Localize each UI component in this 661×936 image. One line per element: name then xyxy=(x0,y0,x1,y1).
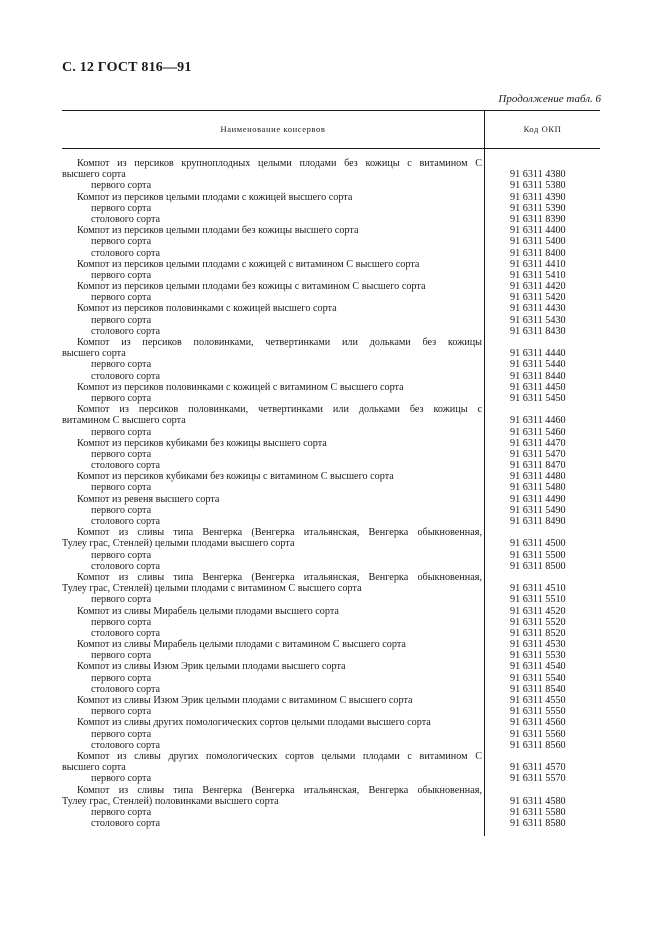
okp-code: 91 6311 4470 xyxy=(510,437,566,449)
product-name: первого сорта xyxy=(91,392,152,404)
okp-code: 91 6311 4580 xyxy=(510,795,566,807)
table-row xyxy=(62,785,600,796)
table-row xyxy=(62,538,600,549)
okp-code: 91 6311 5400 xyxy=(510,236,566,248)
okp-code: 91 6311 5550 xyxy=(510,706,566,718)
table-row xyxy=(62,628,600,639)
okp-code: 91 6311 4460 xyxy=(510,415,566,427)
product-name: Компот из персиков крупноплодных целыми плодами без кожицы с витамином С xyxy=(77,158,482,169)
okp-code: 91 6311 4570 xyxy=(510,762,566,774)
okp-code: 91 6311 4420 xyxy=(510,281,566,293)
product-name: Компот из сливы других помологических сортов целыми плодами высшего сорта xyxy=(77,717,431,729)
table-row xyxy=(62,673,600,684)
table-row xyxy=(62,326,600,337)
okp-code: 91 6311 5580 xyxy=(510,806,566,818)
product-name: Компот из сливы типа Венгерка (Венгерка итальянская, Венгерка обыкновенная, xyxy=(77,527,482,539)
product-name: первого сорта xyxy=(91,359,152,371)
okp-code: 91 6311 5520 xyxy=(510,616,566,628)
page-header: С. 12 ГОСТ 816—91 xyxy=(62,60,192,75)
table-row xyxy=(62,762,600,773)
product-name: Компот из персиков кубиками без кожицы с витамином С высшего сорта xyxy=(77,471,394,483)
product-name: Компот из сливы типа Венгерка (Венгерка итальянская, Венгерка обыкновенная, xyxy=(77,784,482,796)
product-name: первого сорта xyxy=(91,236,152,248)
table-row xyxy=(62,684,600,695)
table-row xyxy=(62,169,600,180)
table-header-rule xyxy=(62,148,600,149)
product-name: Компот из персиков целыми плодами без кожицы с витамином С высшего сорта xyxy=(77,281,426,293)
okp-code: 91 6311 8430 xyxy=(510,325,566,337)
okp-code: 91 6311 4490 xyxy=(510,493,566,505)
okp-code: 91 6311 4540 xyxy=(510,661,566,673)
product-name: Компот из персиков целыми плодами с кожицей высшего сорта xyxy=(77,191,353,203)
table-row xyxy=(62,192,600,203)
table-row xyxy=(62,348,600,359)
table-continuation-note: Продолжение табл. 6 xyxy=(498,93,601,105)
product-name: Компот из ревеня высшего сорта xyxy=(77,493,220,505)
okp-code: 91 6311 8540 xyxy=(510,683,566,695)
okp-code: 91 6311 4410 xyxy=(510,258,566,270)
product-name: первого сорта xyxy=(91,292,152,304)
product-name: Тулеу грас, Стенлей) половинками высшего сорта xyxy=(62,795,279,807)
okp-code: 91 6311 4440 xyxy=(510,348,566,360)
product-name: первого сорта xyxy=(91,806,152,818)
product-name: первого сорта xyxy=(91,650,152,662)
table-row xyxy=(62,236,600,247)
product-name: столового сорта xyxy=(91,516,161,527)
okp-code: 91 6311 5390 xyxy=(510,202,566,214)
product-name: Компот из персиков кубиками без кожицы высшего сорта xyxy=(77,437,327,449)
product-name: первого сорта xyxy=(91,594,152,606)
okp-code: 91 6311 8470 xyxy=(510,460,566,472)
product-name: столового сорта xyxy=(91,460,161,472)
table-row xyxy=(62,594,600,605)
product-name: столового сорта xyxy=(91,627,161,639)
table-row xyxy=(62,337,600,348)
table-row xyxy=(62,460,600,471)
okp-code: 91 6311 8390 xyxy=(510,213,566,225)
product-name: Компот из сливы других помологических сортов целыми плодами с витамином С xyxy=(77,750,482,762)
product-name: столового сорта xyxy=(91,247,161,259)
okp-code: 91 6311 5440 xyxy=(510,359,566,371)
okp-code: 91 6311 4480 xyxy=(510,471,566,483)
product-name: столового сорта xyxy=(91,739,161,751)
product-name: Компот из сливы Мирабель целыми плодами с витамином С высшего сорта xyxy=(77,639,406,651)
product-name: столового сорта xyxy=(91,683,161,695)
table-row xyxy=(62,303,600,314)
okp-code: 91 6311 5420 xyxy=(510,292,566,304)
okp-code: 91 6311 8560 xyxy=(510,739,566,751)
table-row xyxy=(62,427,600,438)
product-name: первого сорта xyxy=(91,672,152,684)
product-name: высшего сорта xyxy=(62,169,126,181)
product-name: Компот из персиков половинками с кожицей высшего сорта xyxy=(77,303,337,315)
table-row xyxy=(62,482,600,493)
product-name: столового сорта xyxy=(91,213,161,225)
okp-code: 91 6311 4400 xyxy=(510,225,566,237)
product-name: Компот из сливы типа Венгерка (Венгерка итальянская, Венгерка обыкновенная, xyxy=(77,571,482,583)
product-name: первого сорта xyxy=(91,202,152,214)
okp-code: 91 6311 4520 xyxy=(510,605,566,617)
table-row xyxy=(62,572,600,583)
okp-code: 91 6311 4510 xyxy=(510,583,566,595)
product-name: первого сорта xyxy=(91,504,152,516)
product-name: Компот из персиков целыми плодами без кожицы высшего сорта xyxy=(77,225,359,237)
okp-code: 91 6311 8440 xyxy=(510,370,566,382)
table-row xyxy=(62,158,600,169)
table-row xyxy=(62,527,600,538)
okp-code: 91 6311 4450 xyxy=(510,381,566,393)
okp-code: 91 6311 5470 xyxy=(510,448,566,460)
product-name: Компот из сливы Изюм Эрик целыми плодами с витамином С высшего сорта xyxy=(77,695,413,706)
table-row xyxy=(62,449,600,460)
product-name: Тулеу грас, Стенлей) целыми плодами высшего сорта xyxy=(62,538,295,550)
okp-code: 91 6311 5560 xyxy=(510,728,566,740)
product-name: Компот из сливы Изюм Эрик целыми плодами высшего сорта xyxy=(77,661,346,673)
okp-code: 91 6311 4430 xyxy=(510,303,566,315)
okp-code: 91 6311 4550 xyxy=(510,695,566,706)
okp-code: 91 6311 5530 xyxy=(510,650,566,662)
okp-code: 91 6311 4500 xyxy=(510,538,566,550)
product-name: первого сорта xyxy=(91,773,152,785)
okp-code: 91 6311 5430 xyxy=(510,314,566,326)
table-row xyxy=(62,617,600,628)
okp-code: 91 6311 5410 xyxy=(510,269,566,281)
table-row xyxy=(62,382,600,393)
product-name: первого сорта xyxy=(91,482,152,494)
product-name: Компот из персиков целыми плодами с кожицей с витамином С высшего сорта xyxy=(77,258,420,270)
product-name: столового сорта xyxy=(91,370,161,382)
product-name: столового сорта xyxy=(91,560,161,572)
okp-code: 91 6311 5450 xyxy=(510,392,566,404)
okp-code: 91 6311 5490 xyxy=(510,504,566,516)
table-row xyxy=(62,371,600,382)
product-name: первого сорта xyxy=(91,426,152,438)
product-name: первого сорта xyxy=(91,728,152,740)
table-row xyxy=(62,583,600,594)
table-row xyxy=(62,203,600,214)
product-name: первого сорта xyxy=(91,180,152,192)
okp-code: 91 6311 5540 xyxy=(510,672,566,684)
table-row xyxy=(62,270,600,281)
table-row xyxy=(62,606,600,617)
product-name: высшего сорта xyxy=(62,762,126,774)
table-row xyxy=(62,180,600,191)
okp-code: 91 6311 5500 xyxy=(510,549,566,561)
table-row xyxy=(62,494,600,505)
table-row xyxy=(62,695,600,706)
product-name: столового сорта xyxy=(91,325,161,337)
product-name: столового сорта xyxy=(91,818,161,830)
product-name: Компот из сливы Мирабель целыми плодами высшего сорта xyxy=(77,605,339,617)
product-name: витамином С высшего сорта xyxy=(62,415,186,427)
okp-code: 91 6311 5460 xyxy=(510,426,566,438)
table-row xyxy=(62,807,600,818)
table-row xyxy=(62,516,600,527)
table-row xyxy=(62,650,600,661)
table-row xyxy=(62,706,600,717)
table-row xyxy=(62,281,600,292)
table-row xyxy=(62,639,600,650)
okp-code: 91 6311 8580 xyxy=(510,818,566,830)
table-row xyxy=(62,415,600,426)
table-row xyxy=(62,471,600,482)
table-row xyxy=(62,393,600,404)
product-name: первого сорта xyxy=(91,314,152,326)
product-name: первого сорта xyxy=(91,706,152,718)
okp-code: 91 6311 5570 xyxy=(510,773,566,785)
table-row xyxy=(62,717,600,728)
table-row xyxy=(62,550,600,561)
okp-code: 91 6311 8490 xyxy=(510,516,566,527)
table-row xyxy=(62,818,600,829)
okp-code: 91 6311 8400 xyxy=(510,247,566,259)
table-row xyxy=(62,225,600,236)
product-name: первого сорта xyxy=(91,448,152,460)
table-row xyxy=(62,740,600,751)
table-row xyxy=(62,404,600,415)
table-row xyxy=(62,259,600,270)
table-row xyxy=(62,773,600,784)
product-name: Компот из персиков половинками, четвертинками или дольками без кожицы с xyxy=(77,404,482,416)
okp-code: 91 6311 5480 xyxy=(510,482,566,494)
product-name: Тулеу грас, Стенлей) целыми плодами с витамином С высшего сорта xyxy=(62,583,362,595)
product-name: первого сорта xyxy=(91,549,152,561)
table-row xyxy=(62,729,600,740)
table-row xyxy=(62,315,600,326)
column-header-code: Код ОКП xyxy=(523,124,562,134)
product-name: Компот из персиков половинками, четвертинками или дольками без кожицы xyxy=(77,337,482,348)
okp-code: 91 6311 8500 xyxy=(510,560,566,572)
product-name: Компот из персиков половинками с кожицей с витамином С высшего сорта xyxy=(77,381,404,393)
table-row xyxy=(62,359,600,370)
okp-code: 91 6311 4530 xyxy=(510,639,566,651)
table-top-rule xyxy=(62,110,600,111)
table-row xyxy=(62,796,600,807)
table-row xyxy=(62,214,600,225)
product-name: высшего сорта xyxy=(62,348,126,360)
column-header-name: Наименование консервов xyxy=(220,124,326,134)
table-row xyxy=(62,751,600,762)
table-row xyxy=(62,661,600,672)
table-row xyxy=(62,438,600,449)
table-row xyxy=(62,292,600,303)
product-name: первого сорта xyxy=(91,269,152,281)
okp-code: 91 6311 8520 xyxy=(510,627,566,639)
okp-code: 91 6311 5380 xyxy=(510,180,566,192)
table-body xyxy=(62,158,600,829)
table-row xyxy=(62,505,600,516)
table-row xyxy=(62,561,600,572)
okp-code: 91 6311 5510 xyxy=(510,594,566,606)
okp-code: 91 6311 4380 xyxy=(510,169,566,181)
table-row xyxy=(62,248,600,259)
okp-code: 91 6311 4390 xyxy=(510,191,566,203)
okp-code: 91 6311 4560 xyxy=(510,717,566,729)
product-name: первого сорта xyxy=(91,616,152,628)
